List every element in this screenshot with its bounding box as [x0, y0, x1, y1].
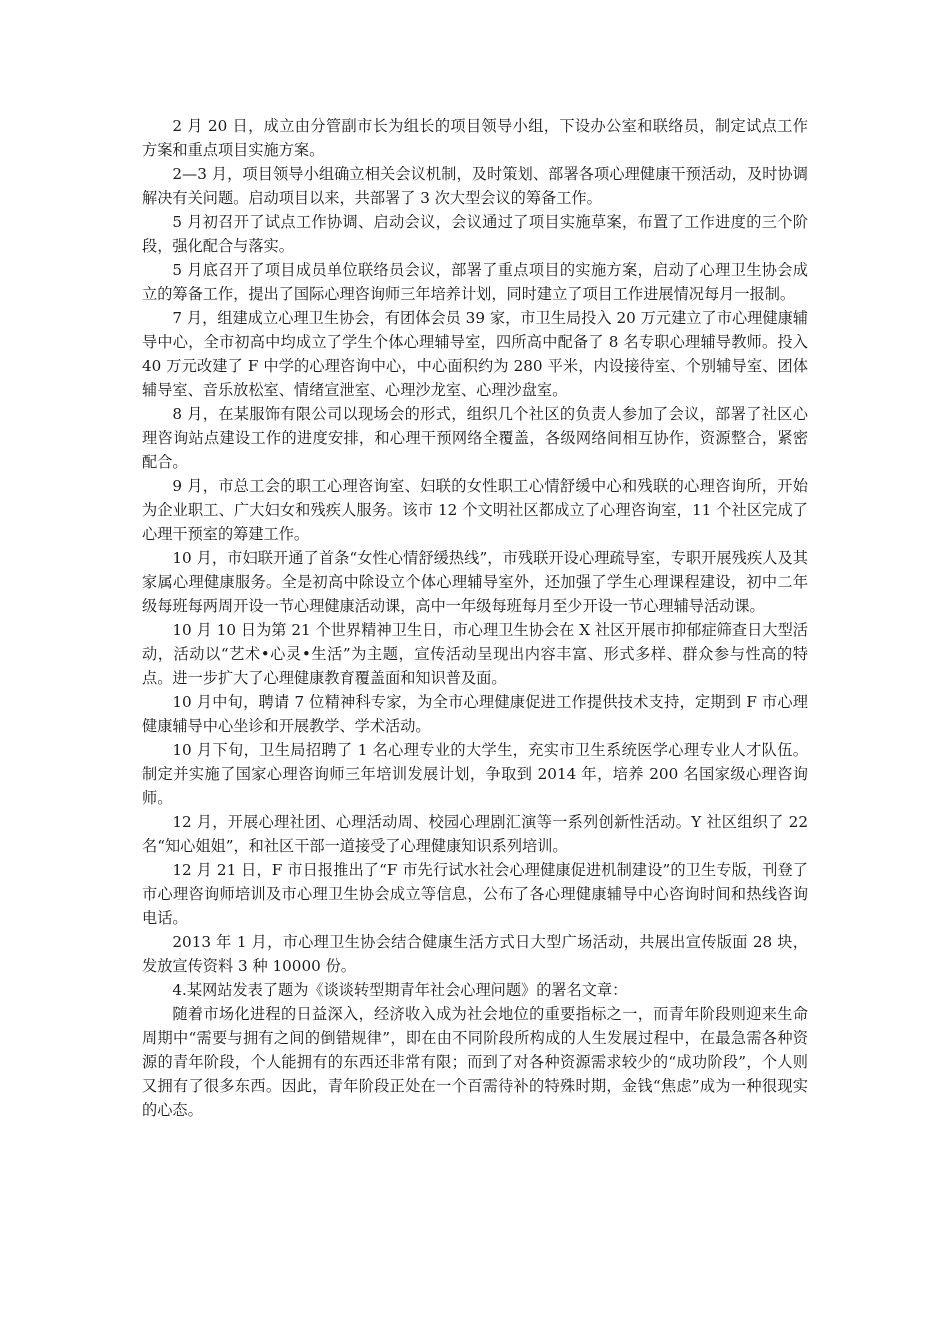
paragraph-august: 8 月，在某服饰有限公司以现场会的形式，组织几个社区的负责人参加了会议，部署了社区心理咨询站点建设工作的进度安排，和心理干预网络全覆盖，各级网络间相互协作，资源整合，紧密配合。: [142, 405, 808, 471]
paragraph-oct-10: 10 月 10 日为第 21 个世界精神卫生日，市心理卫生协会在 X 社区开展市抑郁症筛查日大型活动，活动以“艺术•心灵•生活”为主题，宣传活动呈现出内容丰富、形式多样、群众参与性高的特点。进一步扩大了心理健康教育覆盖面和知识普及面。: [142, 621, 808, 687]
paragraph-early-may: 5 月初召开了试点工作协调、启动会议，会议通过了项目实施草案，布置了工作进度的三个阶段，强化配合与落实。: [142, 213, 808, 255]
paragraph-feb-mar: 2—3 月，项目领导小组确立相关会议机制，及时策划、部署各项心理健康干预活动，及时协调解决有关问题。启动项目以来，共部署了 3 次大型会议的筹备工作。: [142, 165, 808, 207]
paragraph-late-may: 5 月底召开了项目成员单位联络员会议，部署了重点项目的实施方案，启动了心理卫生协会成立的筹备工作，提出了国际心理咨询师三年培养计划，同时建立了项目工作进展情况每月一报制。: [142, 261, 808, 303]
paragraph-article-body: 随着市场化进程的日益深入，经济收入成为社会地位的重要指标之一，而青年阶段则迎来生命周期中“需要与拥有之间的倒错规律”，即在由不同阶段所构成的人生发展过程中，在最急需各种资源的青年阶段，个人能拥有的东西还非常有限；而到了对各种资源需求较少的“成功阶段”，个人则又拥有了很多东西。因此，青年阶段正处在一个百需待补的特殊时期，金钱“焦虑”成为一种很现实的心态。: [142, 1005, 808, 1119]
paragraph-december: 12 月，开展心理社团、心理活动周、校园心理剧汇演等一系列创新性活动。Y 社区组织了 22 名“知心姐姐”，和社区干部一道接受了心理健康知识系列培训。: [142, 813, 808, 855]
paragraph-jan-2013: 2013 年 1 月，市心理卫生协会结合健康生活方式日大型广场活动，共展出宣传版面 28 块，发放宣传资料 3 种 10000 份。: [142, 933, 808, 975]
paragraph-mid-october: 10 月中旬，聘请 7 位精神科专家，为全市心理健康促进工作提供技术支持，定期到 F 市心理健康辅导中心坐诊和开展教学、学术活动。: [142, 693, 808, 735]
paragraph-late-october: 10 月下旬，卫生局招聘了 1 名心理专业的大学生，充实市卫生系统医学心理专业人才队伍。制定并实施了国家心理咨询师三年培训发展计划，争取到 2014 年，培养 200 名国家级心理咨询师。: [142, 741, 808, 807]
paragraph-september: 9 月，市总工会的职工心理咨询室、妇联的女性职工心情舒缓中心和残联的心理咨询所，开始为企业职工、广大妇女和残疾人服务。该市 12 个文明社区都成立了心理咨询室，11 个社区完成了心理干预室的筹建工作。: [142, 477, 808, 543]
paragraph-july: 7 月，组建成立心理卫生协会，有团体会员 39 家，市卫生局投入 20 万元建立了市心理健康辅导中心，全市初高中均成立了学生个体心理辅导室，四所高中配备了 8 名专职心理辅导教师。投入 40 万元改建了 F 中学的心理咨询中心，中心面积约为 280 平米，内设接待室、个别辅导室、团体辅导室、音乐放松室、情绪宣泄室、心理沙龙室、心理沙盘室。: [142, 309, 808, 399]
document-body: [142, 114, 808, 1122]
paragraph-feb-20: 2 月 20 日，成立由分管副市长为组长的项目领导小组，下设办公室和联络员，制定试点工作方案和重点项目实施方案。: [142, 117, 808, 159]
paragraph-article-intro: 4.某网站发表了题为《谈谈转型期青年社会心理问题》的署名文章：: [172, 981, 628, 999]
paragraph-dec-21: 12 月 21 日，F 市日报推出了“F 市先行试水社会心理健康促进机制建设”的卫生专版，刊登了市心理咨询师培训及市心理卫生协会成立等信息，公布了各心理健康辅导中心咨询时间和热线咨询电话。: [142, 861, 808, 927]
paragraph-october: 10 月，市妇联开通了首条“女性心情舒缓热线”，市残联开设心理疏导室，专职开展残疾人及其家属心理健康服务。全是初高中除设立个体心理辅导室外，还加强了学生心理课程建设，初中二年级每班每两周开设一节心理健康活动课，高中一年级每班每月至少开设一节心理辅导活动课。: [142, 549, 808, 615]
